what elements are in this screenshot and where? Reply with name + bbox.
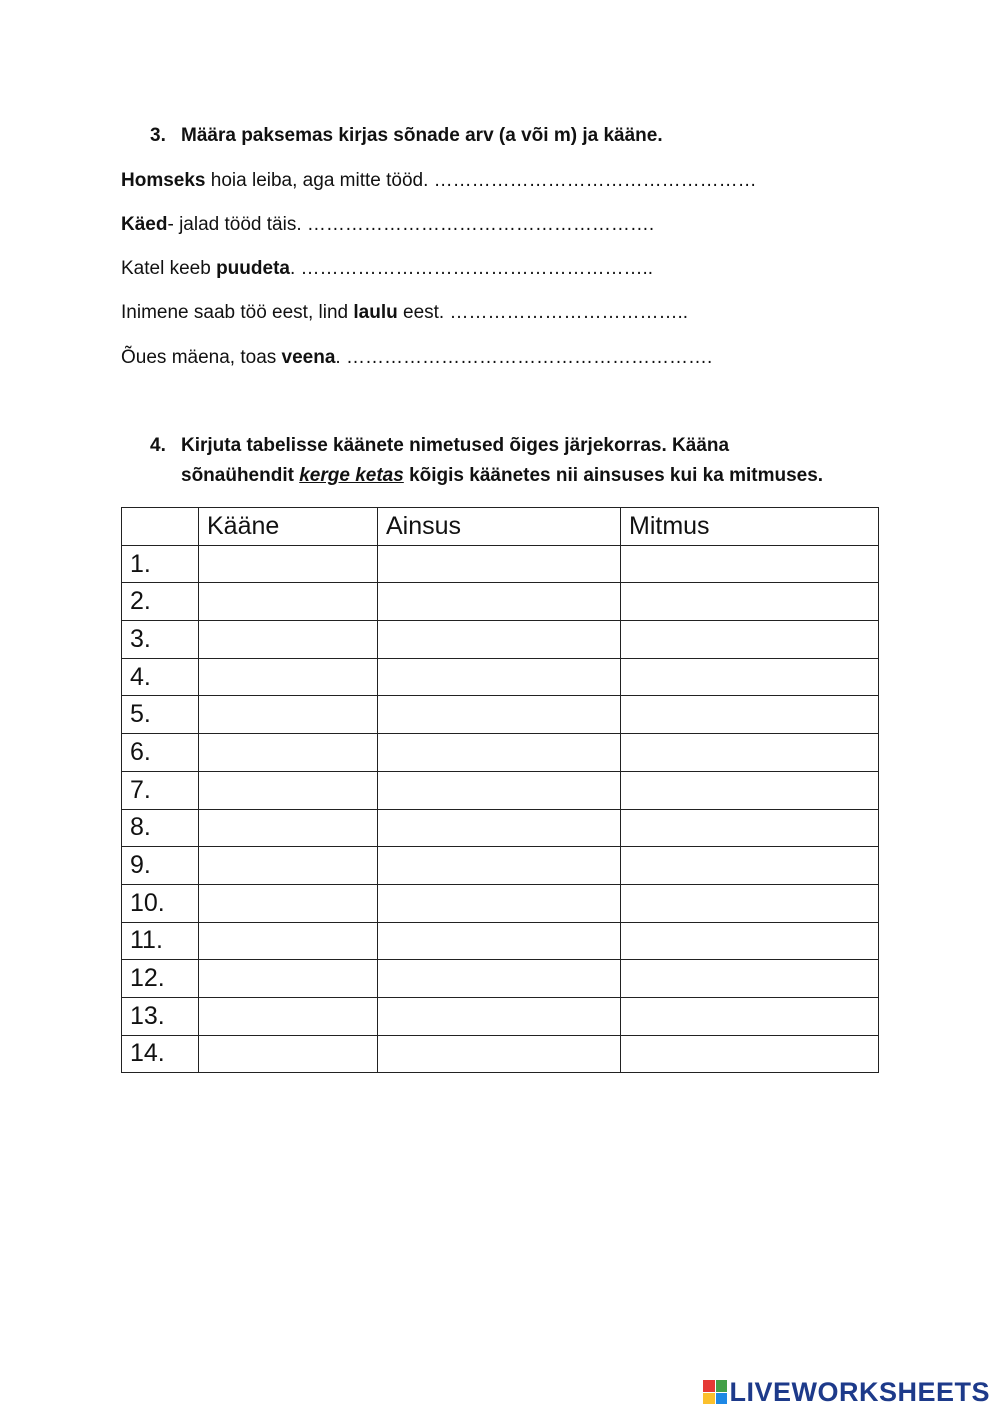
answer-cell-ainsus[interactable] <box>378 960 621 998</box>
table-row <box>122 847 879 885</box>
answer-cell-mitmus[interactable] <box>621 847 879 885</box>
header-corner <box>122 508 199 546</box>
row-number: 14. <box>122 1035 199 1073</box>
sentence-4-bold-word: laulu <box>353 302 398 323</box>
answer-cell-mitmus[interactable] <box>621 696 879 734</box>
row-number: 8. <box>122 809 199 847</box>
answer-cell-kaane[interactable] <box>199 884 378 922</box>
row-number: 10. <box>122 884 199 922</box>
answer-cell-mitmus[interactable] <box>621 734 879 772</box>
answer-cell-ainsus[interactable] <box>378 734 621 772</box>
sentence-2 <box>121 212 654 238</box>
sentence-1-rest: hoia leiba, aga mitte tööd. …………………………………………… <box>205 170 757 191</box>
answer-cell-ainsus[interactable] <box>378 997 621 1035</box>
case-table <box>121 507 879 1073</box>
answer-cell-mitmus[interactable] <box>621 960 879 998</box>
table-row <box>122 809 879 847</box>
table-header-row <box>122 508 879 546</box>
table-row <box>122 734 879 772</box>
answer-cell-kaane[interactable] <box>199 847 378 885</box>
sentence-3-rest: . ……………………………………………….. <box>289 258 654 279</box>
answer-cell-mitmus[interactable] <box>621 884 879 922</box>
row-number: 5. <box>122 696 199 734</box>
answer-cell-ainsus[interactable] <box>378 621 621 659</box>
row-number: 12. <box>122 960 199 998</box>
logo-mark-square <box>703 1393 715 1405</box>
answer-cell-ainsus[interactable] <box>378 922 621 960</box>
sentence-3-bold-word: puudeta <box>216 258 290 279</box>
sentence-5-rest: . …………………………………………………. <box>335 347 713 368</box>
header-kaane: Kääne <box>199 508 378 546</box>
answer-cell-ainsus[interactable] <box>378 884 621 922</box>
table-row <box>122 545 879 583</box>
logo-mark-square <box>716 1393 728 1405</box>
task3-heading <box>150 121 663 151</box>
row-number: 1. <box>122 545 199 583</box>
task4-title-line2-start: sõnaühendit <box>181 465 300 486</box>
logo-mark-square <box>703 1380 715 1392</box>
answer-cell-mitmus[interactable] <box>621 809 879 847</box>
answer-cell-kaane[interactable] <box>199 696 378 734</box>
task3-number: 3. <box>150 125 166 146</box>
answer-cell-mitmus[interactable] <box>621 1035 879 1073</box>
answer-cell-kaane[interactable] <box>199 809 378 847</box>
answer-cell-mitmus[interactable] <box>621 583 879 621</box>
row-number: 2. <box>122 583 199 621</box>
logo-mark-square <box>716 1380 728 1392</box>
task4-number: 4. <box>150 435 166 456</box>
sentence-2-rest: - jalad tööd täis. ………………………………………………. <box>167 214 655 235</box>
task4-title-line2-rest: kõigis käänetes nii ainsuses kui ka mitmuses. <box>403 465 824 486</box>
sentence-5-start: Õues mäena, toas <box>121 347 282 368</box>
sentence-5 <box>121 345 712 371</box>
sentence-4 <box>121 300 688 326</box>
answer-cell-kaane[interactable] <box>199 922 378 960</box>
answer-cell-ainsus[interactable] <box>378 771 621 809</box>
row-number: 7. <box>122 771 199 809</box>
answer-cell-kaane[interactable] <box>199 960 378 998</box>
table-row <box>122 884 879 922</box>
sentence-4-rest: eest. ……………………………….. <box>397 302 689 323</box>
sentence-3 <box>121 256 653 282</box>
liveworksheets-mark-icon <box>703 1380 727 1404</box>
answer-cell-kaane[interactable] <box>199 771 378 809</box>
row-number: 13. <box>122 997 199 1035</box>
row-number: 3. <box>122 621 199 659</box>
table-row <box>122 960 879 998</box>
row-number: 9. <box>122 847 199 885</box>
answer-cell-ainsus[interactable] <box>378 583 621 621</box>
liveworksheets-logo <box>703 1377 990 1407</box>
answer-cell-kaane[interactable] <box>199 583 378 621</box>
row-number: 4. <box>122 658 199 696</box>
row-number: 6. <box>122 734 199 772</box>
answer-cell-mitmus[interactable] <box>621 658 879 696</box>
task4-keyword: kerge ketas <box>299 465 404 486</box>
answer-cell-mitmus[interactable] <box>621 621 879 659</box>
sentence-4-start: Inimene saab töö eest, lind <box>121 302 354 323</box>
header-ainsus: Ainsus <box>378 508 621 546</box>
answer-cell-kaane[interactable] <box>199 997 378 1035</box>
answer-cell-ainsus[interactable] <box>378 658 621 696</box>
answer-cell-kaane[interactable] <box>199 1035 378 1073</box>
answer-cell-kaane[interactable] <box>199 734 378 772</box>
table-row <box>122 696 879 734</box>
sentence-2-bold-word: Käed <box>121 214 168 235</box>
sentence-5-bold-word: veena <box>281 347 336 368</box>
answer-cell-mitmus[interactable] <box>621 997 879 1035</box>
table-row <box>122 771 879 809</box>
task4-heading <box>150 431 890 491</box>
row-number: 11. <box>122 922 199 960</box>
table-row <box>122 658 879 696</box>
liveworksheets-logo-text: LIVEWORKSHEETS <box>729 1376 990 1407</box>
header-mitmus: Mitmus <box>621 508 879 546</box>
table-row <box>122 997 879 1035</box>
table-row <box>122 621 879 659</box>
answer-cell-kaane[interactable] <box>199 621 378 659</box>
answer-cell-ainsus[interactable] <box>378 545 621 583</box>
task4-title-line1: Kirjuta tabelisse käänete nimetused õiges järjekorras. Kääna <box>181 435 730 456</box>
answer-cell-ainsus[interactable] <box>378 809 621 847</box>
answer-cell-ainsus[interactable] <box>378 847 621 885</box>
answer-cell-ainsus[interactable] <box>378 1035 621 1073</box>
answer-cell-mitmus[interactable] <box>621 545 879 583</box>
table-row <box>122 922 879 960</box>
sentence-3-start: Katel keeb <box>121 258 217 279</box>
answer-cell-ainsus[interactable] <box>378 696 621 734</box>
answer-cell-kaane[interactable] <box>199 545 378 583</box>
answer-cell-kaane[interactable] <box>199 658 378 696</box>
answer-cell-mitmus[interactable] <box>621 771 879 809</box>
table-row <box>122 1035 879 1073</box>
sentence-1 <box>121 168 757 194</box>
task3-title: Määra paksemas kirjas sõnade arv (a või m) ja kääne. <box>181 125 663 146</box>
answer-cell-mitmus[interactable] <box>621 922 879 960</box>
table-row <box>122 583 879 621</box>
sentence-1-bold-word: Homseks <box>121 170 206 191</box>
task4-title-line2 <box>150 461 890 491</box>
